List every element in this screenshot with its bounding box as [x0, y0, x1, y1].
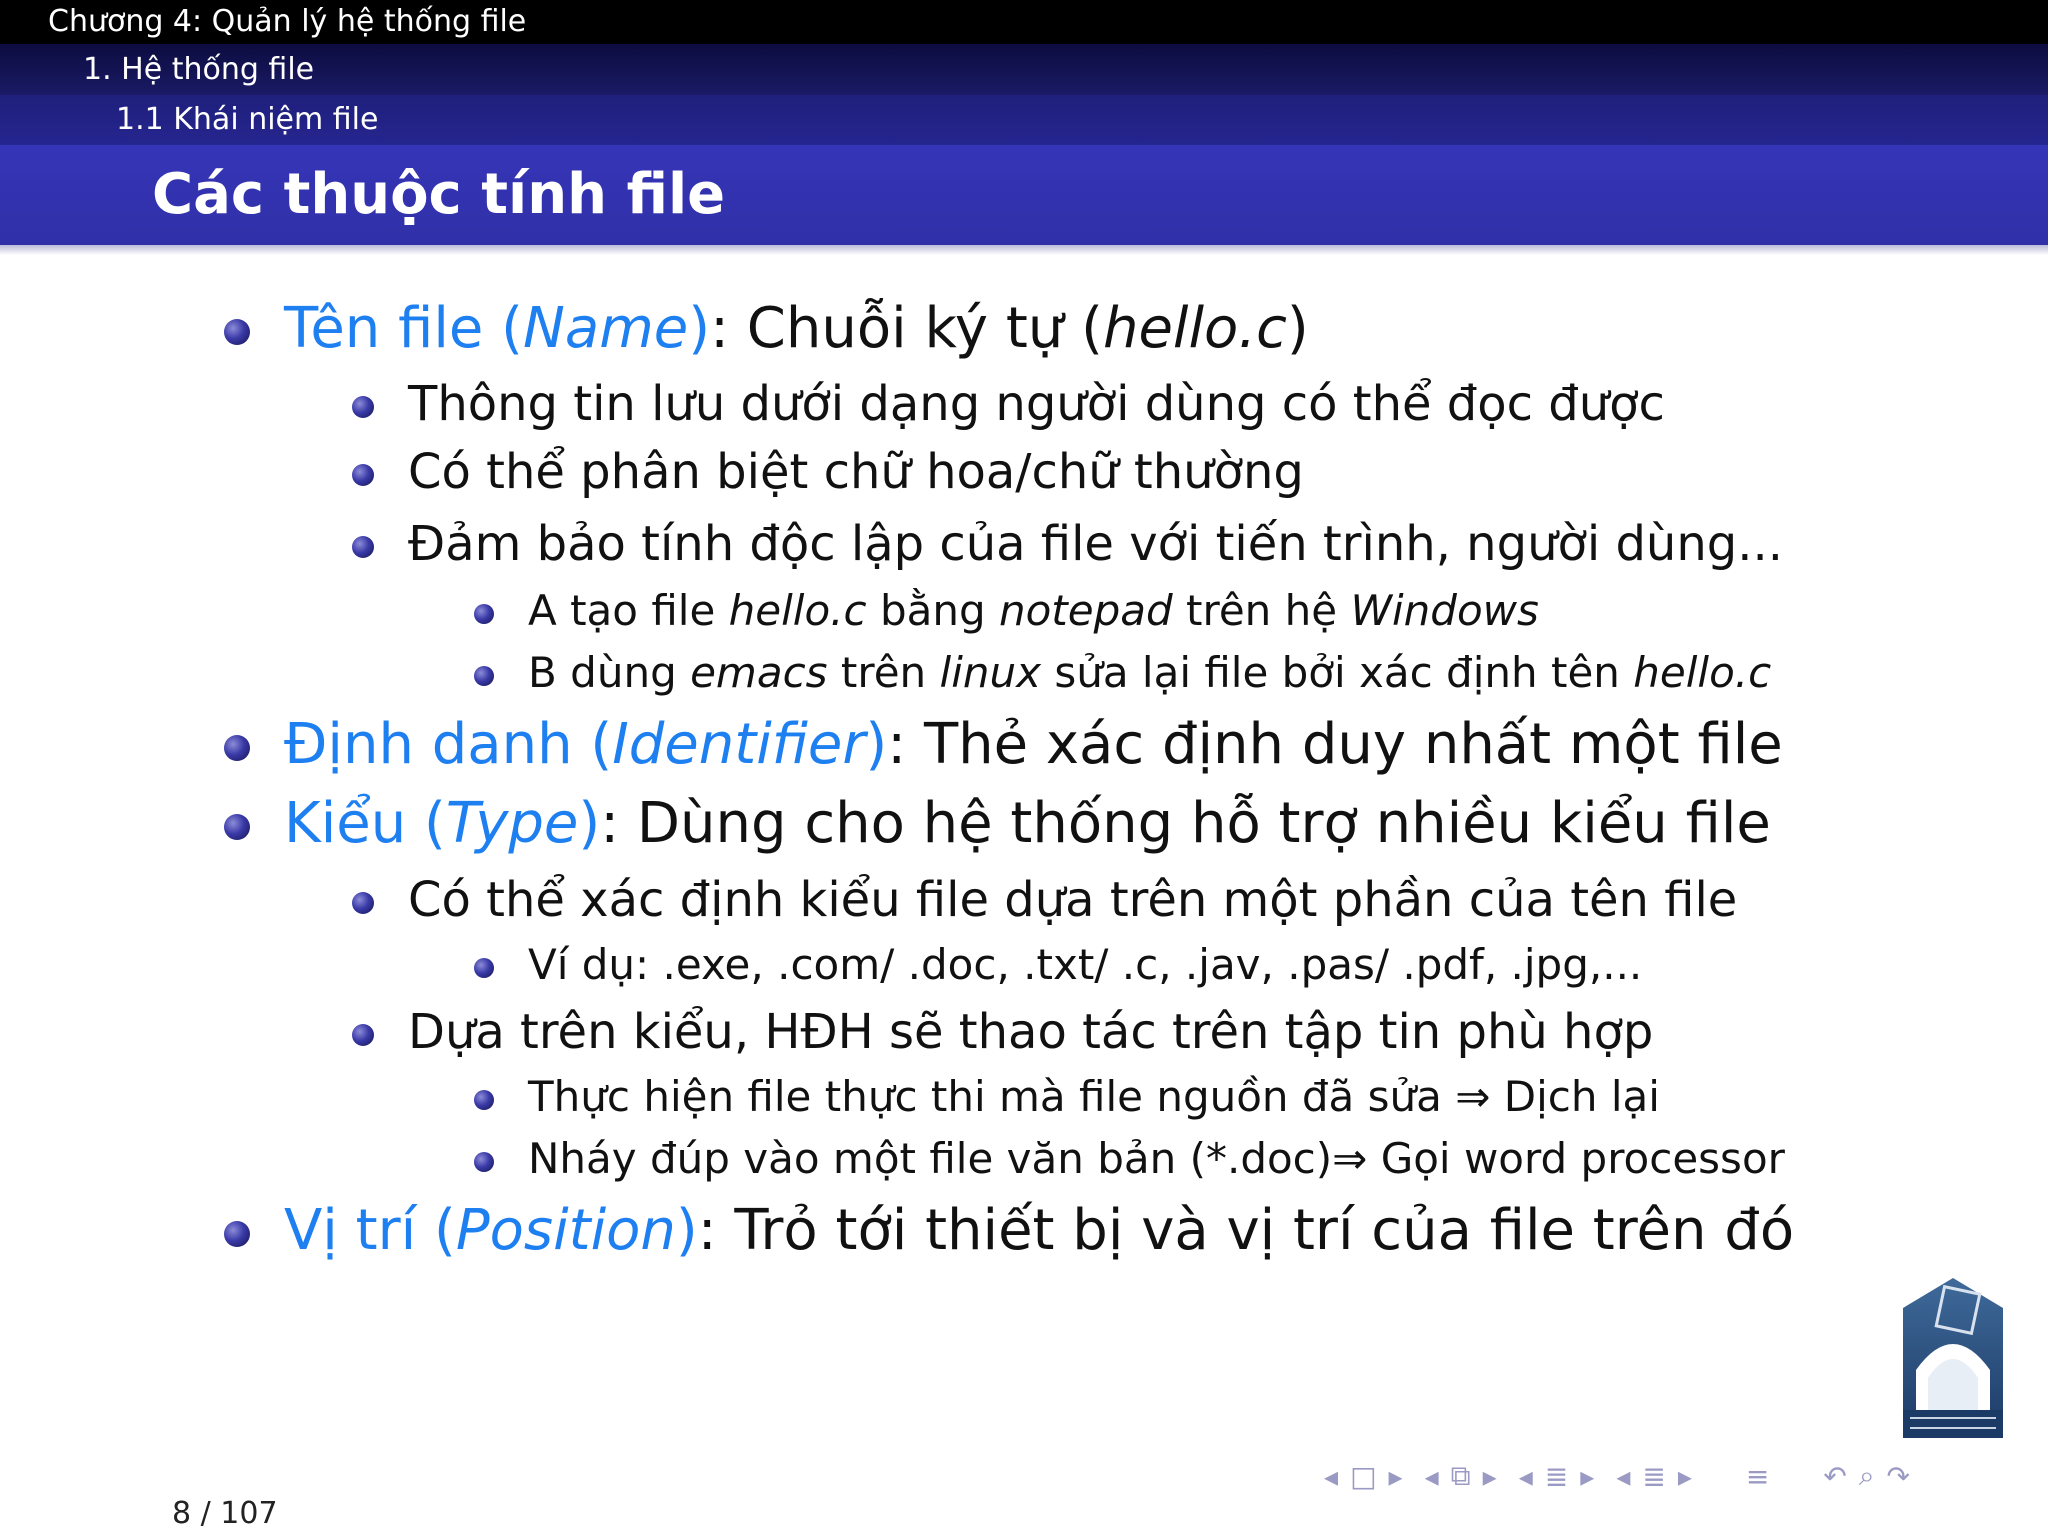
bullet-icon — [474, 604, 494, 624]
nav-right-arrow-icon[interactable]: ▸ — [1388, 1459, 1403, 1493]
undo-icon[interactable]: ↶ — [1823, 1459, 1847, 1493]
bullet-icon — [224, 814, 250, 840]
sub-bullet: Dựa trên kiểu, HĐH sẽ thao tác trên tập tin phù hợp — [352, 1004, 1653, 1060]
redo-icon[interactable]: ↷ — [1886, 1459, 1910, 1493]
section-header: 1. Hệ thống file — [0, 44, 2048, 95]
slide-navigation — [1324, 1456, 2034, 1496]
term-identifier: Định danh (Identifier) — [284, 712, 888, 777]
sub-sub-bullet: B dùng emacs trên linux sửa lại file bởi xác định tên hello.c — [474, 648, 1771, 697]
nav-left-arrow-icon[interactable]: ◂ — [1324, 1459, 1339, 1493]
nav-right-arrow-icon[interactable]: ▸ — [1580, 1459, 1595, 1493]
bullet-icon — [352, 892, 374, 914]
sub-bullet: Có thể phân biệt chữ hoa/chữ thường — [352, 444, 1304, 500]
nav-left-arrow-icon[interactable]: ◂ — [1424, 1459, 1439, 1493]
university-logo — [1898, 1278, 2008, 1438]
bullet-icon — [352, 396, 374, 418]
bullet-identifier: Định danh (Identifier): Thẻ xác định duy nhất một file — [224, 712, 1783, 777]
bullet-icon — [474, 1090, 494, 1110]
sub-sub-bullet: A tạo file hello.c bằng notepad trên hệ Windows — [474, 586, 1539, 635]
align-icon[interactable]: ≡ — [1745, 1459, 1770, 1493]
slide-title: Các thuộc tính file — [0, 145, 2048, 245]
sub-sub-bullet: Nháy đúp vào một file văn bản (*.doc)⇒ Gọi word processor — [474, 1134, 1785, 1183]
frame-icon[interactable]: □ — [1350, 1459, 1377, 1493]
term-position: Vị trí (Position) — [284, 1198, 698, 1263]
title-shadow — [0, 245, 2048, 255]
bullet-icon — [224, 735, 250, 761]
nav-left-arrow-icon[interactable]: ◂ — [1518, 1459, 1533, 1493]
sub-bullet: Có thể xác định kiểu file dựa trên một phần của tên file — [352, 872, 1737, 928]
term-type: Kiểu (Type) — [284, 791, 601, 856]
bullet-icon — [224, 1221, 250, 1247]
sub-sub-bullet: Thực hiện file thực thi mà file nguồn đã sửa ⇒ Dịch lại — [474, 1072, 1660, 1121]
bullet-icon — [352, 536, 374, 558]
bullet-icon — [352, 1024, 374, 1046]
nav-right-arrow-icon[interactable]: ▸ — [1677, 1459, 1692, 1493]
bullet-position: Vị trí (Position): Trỏ tới thiết bị và vị trí của file trên đó — [224, 1198, 1794, 1263]
chapter-header: Chương 4: Quản lý hệ thống file — [0, 0, 2048, 44]
bullet-icon — [474, 1152, 494, 1172]
bullet-icon — [352, 464, 374, 486]
section-icon[interactable]: ≣ — [1544, 1459, 1569, 1493]
subsection-header: 1.1 Khái niệm file — [0, 95, 2048, 145]
bullet-type: Kiểu (Type): Dùng cho hệ thống hỗ trợ nhiều kiểu file — [224, 791, 1771, 856]
nav-left-arrow-icon[interactable]: ◂ — [1616, 1459, 1631, 1493]
search-icon[interactable]: ⌕ — [1858, 1459, 1875, 1492]
bullet-icon — [224, 319, 250, 345]
bullet-icon — [474, 958, 494, 978]
bullet-icon — [474, 666, 494, 686]
sub-bullet: Đảm bảo tính độc lập của file với tiến trình, người dùng... — [352, 516, 1783, 572]
bullet-name: Tên file (Name): Chuỗi ký tự (hello.c) — [224, 296, 1309, 361]
sub-sub-bullet: Ví dụ: .exe, .com/ .doc, .txt/ .c, .jav, .pas/ .pdf, .jpg,... — [474, 940, 1642, 989]
term-name: Tên file (Name) — [284, 296, 711, 361]
nav-right-arrow-icon[interactable]: ▸ — [1482, 1459, 1497, 1493]
subsection-icon[interactable]: ⧉ — [1450, 1459, 1471, 1492]
subsection-list-icon[interactable]: ≣ — [1642, 1459, 1666, 1493]
sub-bullet: Thông tin lưu dưới dạng người dùng có thể đọc được — [352, 376, 1665, 432]
page-number: 8 / 107 — [172, 1496, 278, 1531]
